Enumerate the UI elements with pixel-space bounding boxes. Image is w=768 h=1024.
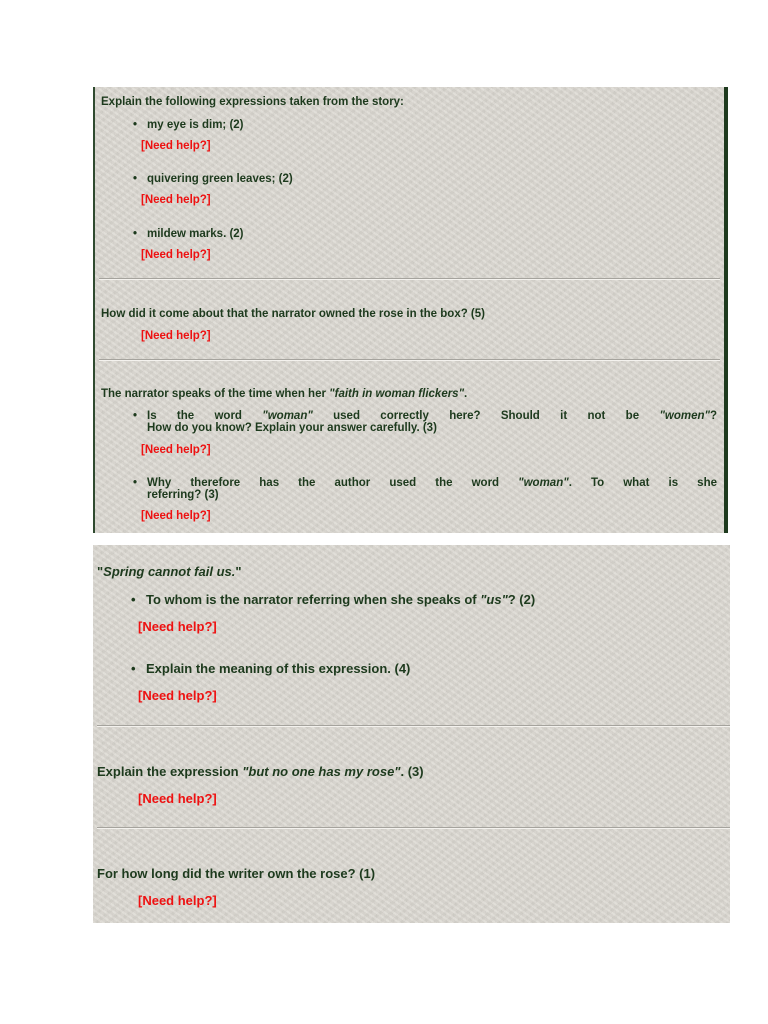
list-item-text: Is the word "woman" used correctly here? Should it not be "women"? How do you know? Explain your answer carefully. (3) — [147, 410, 717, 434]
need-help-link[interactable]: [Need help?] — [138, 619, 217, 634]
question-5-text: Explain the expression "but no one has my rose". (3) — [97, 764, 424, 779]
divider — [99, 278, 720, 280]
need-help-link[interactable]: [Need help?] — [138, 791, 217, 806]
bullet-icon: • — [133, 477, 138, 489]
bullet-icon: • — [131, 592, 136, 607]
list-item — [133, 228, 244, 240]
need-help-link[interactable]: [Need help?] — [141, 249, 211, 261]
bullet-icon: • — [133, 228, 138, 240]
need-help-link[interactable]: [Need help?] — [141, 194, 211, 206]
bullet-icon: • — [133, 410, 138, 422]
list-item-text: To whom is the narrator referring when she speaks of "us"? (2) — [146, 592, 536, 607]
question-6-text: For how long did the writer own the rose? (1) — [97, 866, 376, 881]
need-help-link[interactable]: [Need help?] — [141, 140, 211, 152]
bullet-icon: • — [131, 661, 136, 676]
divider — [97, 725, 730, 727]
list-item — [133, 477, 717, 501]
list-item-text: mildew marks. (2) — [147, 228, 244, 240]
list-item-text: Explain the meaning of this expression. (4) — [146, 661, 411, 676]
question-panel-1 — [93, 87, 728, 533]
list-item — [131, 661, 410, 676]
list-item-text: my eye is dim; (2) — [147, 119, 244, 131]
need-help-link[interactable]: [Need help?] — [141, 444, 211, 456]
need-help-link[interactable]: [Need help?] — [138, 893, 217, 908]
question-3-text: The narrator speaks of the time when her "faith in woman flickers". — [101, 388, 468, 400]
need-help-link[interactable]: [Need help?] — [141, 510, 211, 522]
list-item — [133, 173, 293, 185]
list-item — [133, 410, 717, 434]
question-panel-2 — [93, 545, 730, 923]
question-4-text: "Spring cannot fail us." — [97, 564, 242, 579]
question-2-text: How did it come about that the narrator owned the rose in the box? (5) — [101, 308, 485, 320]
need-help-link[interactable]: [Need help?] — [141, 330, 211, 342]
list-item — [133, 119, 244, 131]
bullet-icon: • — [133, 119, 138, 131]
bullet-icon: • — [133, 173, 138, 185]
question-1-text: Explain the following expressions taken from the story: — [101, 96, 404, 108]
need-help-link[interactable]: [Need help?] — [138, 688, 217, 703]
divider — [97, 827, 730, 829]
list-item-text: Why therefore has the author used the word "woman". To what is she referring? (3) — [147, 477, 717, 501]
divider — [99, 359, 720, 361]
list-item — [131, 592, 535, 607]
list-item-text: quivering green leaves; (2) — [147, 173, 293, 185]
